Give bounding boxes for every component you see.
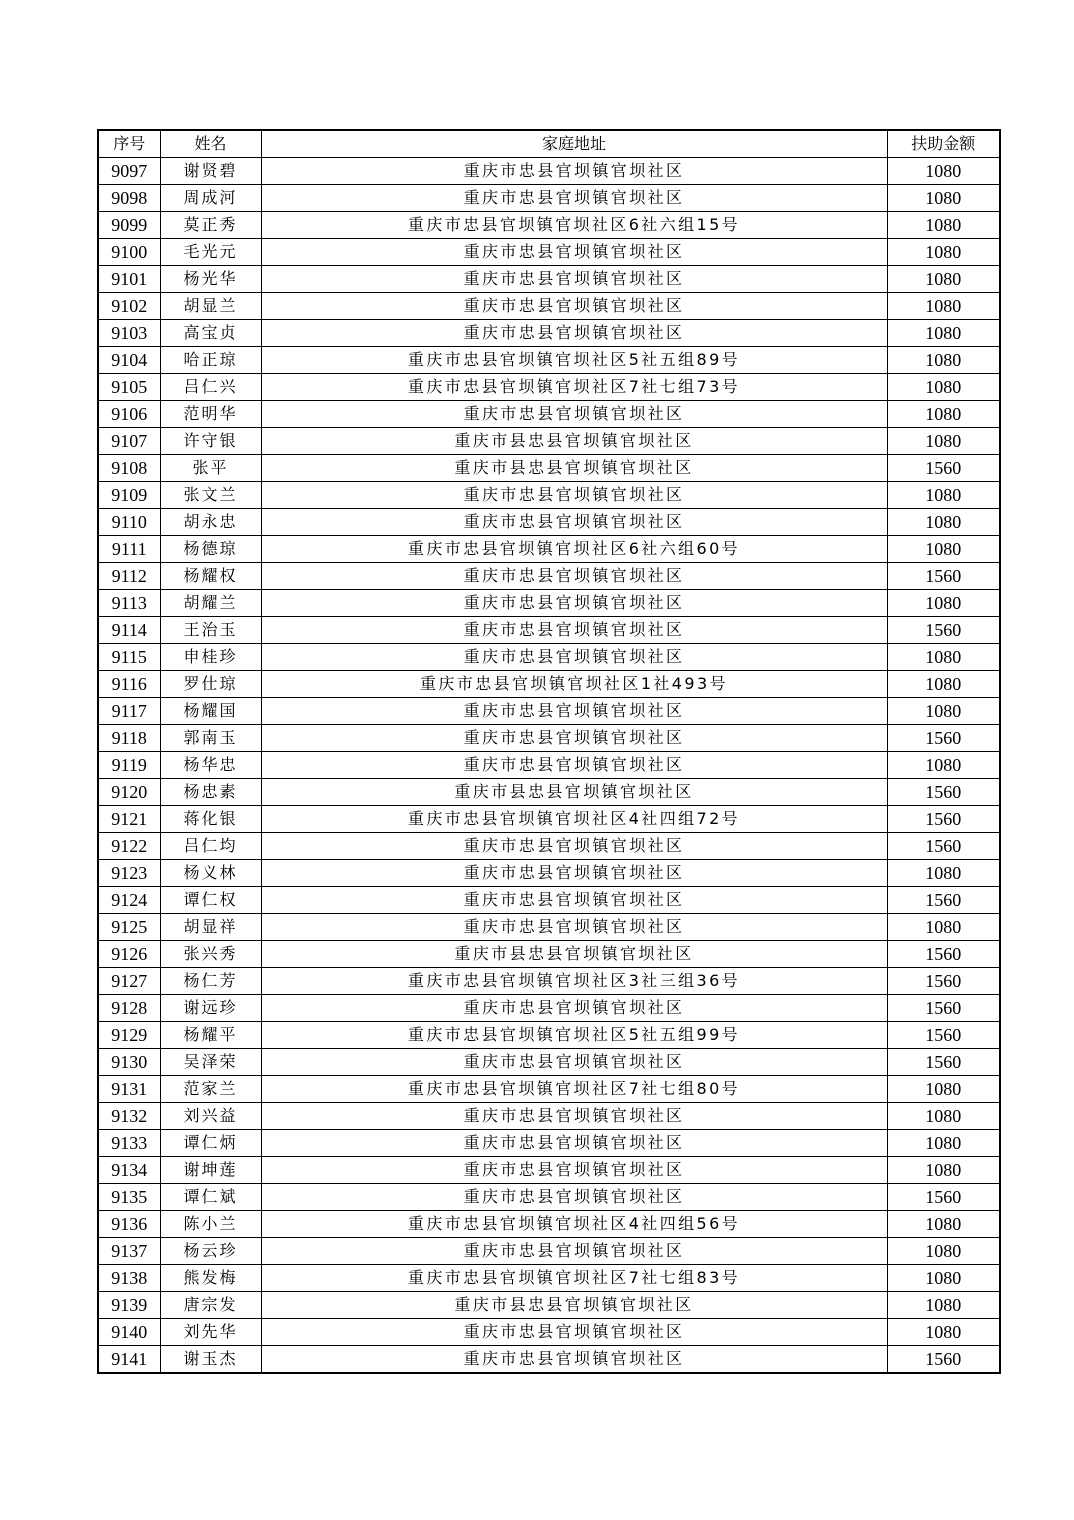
table-row <box>98 914 1000 941</box>
amount-cell: 1560 <box>887 455 1000 482</box>
table-row <box>98 1319 1000 1346</box>
amount-cell: 1080 <box>887 320 1000 347</box>
name-cell: 杨忠素 <box>160 779 261 806</box>
name-cell: 唐宗发 <box>160 1292 261 1319</box>
table-row <box>98 1184 1000 1211</box>
amount-cell: 1080 <box>887 860 1000 887</box>
address-cell: 重庆市忠县官坝镇官坝社区 <box>261 860 887 887</box>
address-cell: 重庆市县忠县官坝镇官坝社区 <box>261 455 887 482</box>
serial-number-cell: 9129 <box>98 1022 160 1049</box>
amount-cell: 1560 <box>887 725 1000 752</box>
name-cell: 刘先华 <box>160 1319 261 1346</box>
serial-number-cell: 9118 <box>98 725 160 752</box>
name-cell: 莫正秀 <box>160 212 261 239</box>
address-cell: 重庆市忠县官坝镇官坝社区7社七组80号 <box>261 1076 887 1103</box>
amount-cell: 1560 <box>887 941 1000 968</box>
name-cell: 杨耀平 <box>160 1022 261 1049</box>
address-cell: 重庆市忠县官坝镇官坝社区1社493号 <box>261 671 887 698</box>
address-cell: 重庆市忠县官坝镇官坝社区5社五组89号 <box>261 347 887 374</box>
name-cell: 杨华忠 <box>160 752 261 779</box>
serial-number-cell: 9102 <box>98 293 160 320</box>
amount-cell: 1080 <box>887 1103 1000 1130</box>
serial-number-cell: 9124 <box>98 887 160 914</box>
serial-number-cell: 9135 <box>98 1184 160 1211</box>
amount-cell: 1080 <box>887 158 1000 185</box>
table-row <box>98 482 1000 509</box>
address-cell: 重庆市忠县官坝镇官坝社区6社六组60号 <box>261 536 887 563</box>
name-cell: 谭仁权 <box>160 887 261 914</box>
address-cell: 重庆市忠县官坝镇官坝社区 <box>261 509 887 536</box>
header-serial-number: 序号 <box>98 130 160 158</box>
amount-cell: 1560 <box>887 968 1000 995</box>
serial-number-cell: 9100 <box>98 239 160 266</box>
table-row <box>98 1346 1000 1374</box>
name-cell: 胡永忠 <box>160 509 261 536</box>
table-row <box>98 374 1000 401</box>
table-row <box>98 212 1000 239</box>
table-row <box>98 1103 1000 1130</box>
table-row <box>98 1076 1000 1103</box>
table-row <box>98 293 1000 320</box>
name-cell: 王治玉 <box>160 617 261 644</box>
name-cell: 谭仁斌 <box>160 1184 261 1211</box>
table-row <box>98 968 1000 995</box>
amount-cell: 1080 <box>887 1265 1000 1292</box>
amount-cell: 1080 <box>887 266 1000 293</box>
address-cell: 重庆市忠县官坝镇官坝社区4社四组56号 <box>261 1211 887 1238</box>
table-row <box>98 833 1000 860</box>
serial-number-cell: 9110 <box>98 509 160 536</box>
table-row <box>98 1157 1000 1184</box>
name-cell: 胡显兰 <box>160 293 261 320</box>
serial-number-cell: 9140 <box>98 1319 160 1346</box>
name-cell: 陈小兰 <box>160 1211 261 1238</box>
serial-number-cell: 9141 <box>98 1346 160 1374</box>
table-row <box>98 428 1000 455</box>
serial-number-cell: 9133 <box>98 1130 160 1157</box>
serial-number-cell: 9139 <box>98 1292 160 1319</box>
amount-cell: 1080 <box>887 1292 1000 1319</box>
serial-number-cell: 9122 <box>98 833 160 860</box>
amount-cell: 1080 <box>887 293 1000 320</box>
amount-cell: 1080 <box>887 401 1000 428</box>
amount-cell: 1080 <box>887 1076 1000 1103</box>
table-row <box>98 1022 1000 1049</box>
serial-number-cell: 9134 <box>98 1157 160 1184</box>
table-row <box>98 1049 1000 1076</box>
name-cell: 谢远珍 <box>160 995 261 1022</box>
name-cell: 毛光元 <box>160 239 261 266</box>
serial-number-cell: 9111 <box>98 536 160 563</box>
table-row <box>98 860 1000 887</box>
address-cell: 重庆市忠县官坝镇官坝社区 <box>261 266 887 293</box>
address-cell: 重庆市忠县官坝镇官坝社区 <box>261 158 887 185</box>
address-cell: 重庆市县忠县官坝镇官坝社区 <box>261 428 887 455</box>
amount-cell: 1080 <box>887 536 1000 563</box>
amount-cell: 1080 <box>887 1319 1000 1346</box>
header-name: 姓名 <box>160 130 261 158</box>
table-row <box>98 887 1000 914</box>
serial-number-cell: 9126 <box>98 941 160 968</box>
address-cell: 重庆市忠县官坝镇官坝社区 <box>261 293 887 320</box>
amount-cell: 1080 <box>887 212 1000 239</box>
serial-number-cell: 9103 <box>98 320 160 347</box>
name-cell: 吕仁兴 <box>160 374 261 401</box>
amount-cell: 1560 <box>887 1022 1000 1049</box>
serial-number-cell: 9105 <box>98 374 160 401</box>
name-cell: 杨仁芳 <box>160 968 261 995</box>
table-row <box>98 590 1000 617</box>
name-cell: 胡耀兰 <box>160 590 261 617</box>
amount-cell: 1080 <box>887 1157 1000 1184</box>
address-cell: 重庆市忠县官坝镇官坝社区 <box>261 644 887 671</box>
table-row <box>98 725 1000 752</box>
address-cell: 重庆市忠县官坝镇官坝社区5社五组99号 <box>261 1022 887 1049</box>
serial-number-cell: 9109 <box>98 482 160 509</box>
address-cell: 重庆市忠县官坝镇官坝社区 <box>261 1346 887 1374</box>
address-cell: 重庆市忠县官坝镇官坝社区 <box>261 1157 887 1184</box>
table-row <box>98 347 1000 374</box>
address-cell: 重庆市县忠县官坝镇官坝社区 <box>261 779 887 806</box>
serial-number-cell: 9132 <box>98 1103 160 1130</box>
amount-cell: 1080 <box>887 671 1000 698</box>
name-cell: 吕仁均 <box>160 833 261 860</box>
serial-number-cell: 9098 <box>98 185 160 212</box>
amount-cell: 1560 <box>887 1346 1000 1374</box>
amount-cell: 1080 <box>887 374 1000 401</box>
amount-cell: 1080 <box>887 1238 1000 1265</box>
serial-number-cell: 9130 <box>98 1049 160 1076</box>
address-cell: 重庆市忠县官坝镇官坝社区 <box>261 185 887 212</box>
amount-cell: 1080 <box>887 239 1000 266</box>
table-row <box>98 995 1000 1022</box>
name-cell: 杨德琼 <box>160 536 261 563</box>
table-row <box>98 158 1000 185</box>
address-cell: 重庆市忠县官坝镇官坝社区 <box>261 1103 887 1130</box>
address-cell: 重庆市忠县官坝镇官坝社区6社六组15号 <box>261 212 887 239</box>
address-cell: 重庆市忠县官坝镇官坝社区 <box>261 914 887 941</box>
serial-number-cell: 9117 <box>98 698 160 725</box>
serial-number-cell: 9114 <box>98 617 160 644</box>
address-cell: 重庆市县忠县官坝镇官坝社区 <box>261 1292 887 1319</box>
serial-number-cell: 9099 <box>98 212 160 239</box>
header-row <box>98 130 1000 158</box>
name-cell: 谢玉杰 <box>160 1346 261 1374</box>
amount-cell: 1560 <box>887 1049 1000 1076</box>
name-cell: 谢贤碧 <box>160 158 261 185</box>
name-cell: 杨耀权 <box>160 563 261 590</box>
serial-number-cell: 9116 <box>98 671 160 698</box>
table-row <box>98 1238 1000 1265</box>
address-cell: 重庆市忠县官坝镇官坝社区 <box>261 995 887 1022</box>
name-cell: 范家兰 <box>160 1076 261 1103</box>
serial-number-cell: 9121 <box>98 806 160 833</box>
amount-cell: 1560 <box>887 806 1000 833</box>
amount-cell: 1080 <box>887 698 1000 725</box>
table-row <box>98 1130 1000 1157</box>
address-cell: 重庆市忠县官坝镇官坝社区7社七组83号 <box>261 1265 887 1292</box>
amount-cell: 1080 <box>887 482 1000 509</box>
table-row <box>98 779 1000 806</box>
table-row <box>98 617 1000 644</box>
table-body <box>98 158 1000 1374</box>
table-row <box>98 536 1000 563</box>
address-cell: 重庆市忠县官坝镇官坝社区 <box>261 1184 887 1211</box>
amount-cell: 1080 <box>887 914 1000 941</box>
serial-number-cell: 9138 <box>98 1265 160 1292</box>
serial-number-cell: 9137 <box>98 1238 160 1265</box>
name-cell: 杨云珍 <box>160 1238 261 1265</box>
address-cell: 重庆市县忠县官坝镇官坝社区 <box>261 941 887 968</box>
name-cell: 哈正琼 <box>160 347 261 374</box>
address-cell: 重庆市忠县官坝镇官坝社区 <box>261 590 887 617</box>
amount-cell: 1080 <box>887 185 1000 212</box>
name-cell: 张平 <box>160 455 261 482</box>
address-cell: 重庆市忠县官坝镇官坝社区7社七组73号 <box>261 374 887 401</box>
amount-cell: 1560 <box>887 887 1000 914</box>
serial-number-cell: 9106 <box>98 401 160 428</box>
table-row <box>98 509 1000 536</box>
address-cell: 重庆市忠县官坝镇官坝社区 <box>261 482 887 509</box>
amount-cell: 1080 <box>887 509 1000 536</box>
address-cell: 重庆市忠县官坝镇官坝社区4社四组72号 <box>261 806 887 833</box>
amount-cell: 1560 <box>887 563 1000 590</box>
address-cell: 重庆市忠县官坝镇官坝社区 <box>261 563 887 590</box>
address-cell: 重庆市忠县官坝镇官坝社区 <box>261 1130 887 1157</box>
address-cell: 重庆市忠县官坝镇官坝社区 <box>261 320 887 347</box>
name-cell: 张文兰 <box>160 482 261 509</box>
table-row <box>98 1265 1000 1292</box>
address-cell: 重庆市忠县官坝镇官坝社区 <box>261 1319 887 1346</box>
name-cell: 杨义林 <box>160 860 261 887</box>
serial-number-cell: 9131 <box>98 1076 160 1103</box>
serial-number-cell: 9127 <box>98 968 160 995</box>
table-row <box>98 239 1000 266</box>
table-row <box>98 1292 1000 1319</box>
amount-cell: 1080 <box>887 428 1000 455</box>
table-header <box>98 130 1000 158</box>
address-cell: 重庆市忠县官坝镇官坝社区 <box>261 239 887 266</box>
name-cell: 申桂珍 <box>160 644 261 671</box>
table-row <box>98 455 1000 482</box>
table-row <box>98 644 1000 671</box>
serial-number-cell: 9125 <box>98 914 160 941</box>
amount-cell: 1560 <box>887 995 1000 1022</box>
address-cell: 重庆市忠县官坝镇官坝社区 <box>261 887 887 914</box>
amount-cell: 1560 <box>887 779 1000 806</box>
table-row <box>98 320 1000 347</box>
serial-number-cell: 9120 <box>98 779 160 806</box>
name-cell: 张兴秀 <box>160 941 261 968</box>
table-row <box>98 671 1000 698</box>
serial-number-cell: 9123 <box>98 860 160 887</box>
name-cell: 吴泽荣 <box>160 1049 261 1076</box>
address-cell: 重庆市忠县官坝镇官坝社区 <box>261 1238 887 1265</box>
address-cell: 重庆市忠县官坝镇官坝社区 <box>261 401 887 428</box>
amount-cell: 1080 <box>887 752 1000 779</box>
address-cell: 重庆市忠县官坝镇官坝社区3社三组36号 <box>261 968 887 995</box>
name-cell: 郭南玉 <box>160 725 261 752</box>
amount-cell: 1560 <box>887 1184 1000 1211</box>
amount-cell: 1080 <box>887 644 1000 671</box>
name-cell: 谭仁炳 <box>160 1130 261 1157</box>
table-row <box>98 266 1000 293</box>
name-cell: 刘兴益 <box>160 1103 261 1130</box>
table-row <box>98 185 1000 212</box>
serial-number-cell: 9128 <box>98 995 160 1022</box>
name-cell: 许守银 <box>160 428 261 455</box>
serial-number-cell: 9101 <box>98 266 160 293</box>
serial-number-cell: 9108 <box>98 455 160 482</box>
serial-number-cell: 9119 <box>98 752 160 779</box>
address-cell: 重庆市忠县官坝镇官坝社区 <box>261 833 887 860</box>
name-cell: 杨耀国 <box>160 698 261 725</box>
address-cell: 重庆市忠县官坝镇官坝社区 <box>261 698 887 725</box>
table-row <box>98 941 1000 968</box>
name-cell: 范明华 <box>160 401 261 428</box>
address-cell: 重庆市忠县官坝镇官坝社区 <box>261 725 887 752</box>
name-cell: 蒋化银 <box>160 806 261 833</box>
serial-number-cell: 9136 <box>98 1211 160 1238</box>
name-cell: 周成河 <box>160 185 261 212</box>
table-row <box>98 698 1000 725</box>
table-row <box>98 1211 1000 1238</box>
serial-number-cell: 9112 <box>98 563 160 590</box>
assistance-table <box>97 129 1001 1374</box>
amount-cell: 1560 <box>887 833 1000 860</box>
name-cell: 谢坤莲 <box>160 1157 261 1184</box>
name-cell: 熊发梅 <box>160 1265 261 1292</box>
address-cell: 重庆市忠县官坝镇官坝社区 <box>261 1049 887 1076</box>
table-row <box>98 401 1000 428</box>
address-cell: 重庆市忠县官坝镇官坝社区 <box>261 617 887 644</box>
serial-number-cell: 9107 <box>98 428 160 455</box>
amount-cell: 1080 <box>887 590 1000 617</box>
amount-cell: 1080 <box>887 1130 1000 1157</box>
table-row <box>98 563 1000 590</box>
serial-number-cell: 9113 <box>98 590 160 617</box>
serial-number-cell: 9097 <box>98 158 160 185</box>
serial-number-cell: 9115 <box>98 644 160 671</box>
name-cell: 高宝贞 <box>160 320 261 347</box>
serial-number-cell: 9104 <box>98 347 160 374</box>
table-row <box>98 806 1000 833</box>
address-cell: 重庆市忠县官坝镇官坝社区 <box>261 752 887 779</box>
header-home-address: 家庭地址 <box>261 130 887 158</box>
amount-cell: 1080 <box>887 347 1000 374</box>
amount-cell: 1560 <box>887 617 1000 644</box>
amount-cell: 1080 <box>887 1211 1000 1238</box>
name-cell: 罗仕琼 <box>160 671 261 698</box>
name-cell: 胡显祥 <box>160 914 261 941</box>
name-cell: 杨光华 <box>160 266 261 293</box>
table-row <box>98 752 1000 779</box>
header-assistance-amount: 扶助金额 <box>887 130 1000 158</box>
